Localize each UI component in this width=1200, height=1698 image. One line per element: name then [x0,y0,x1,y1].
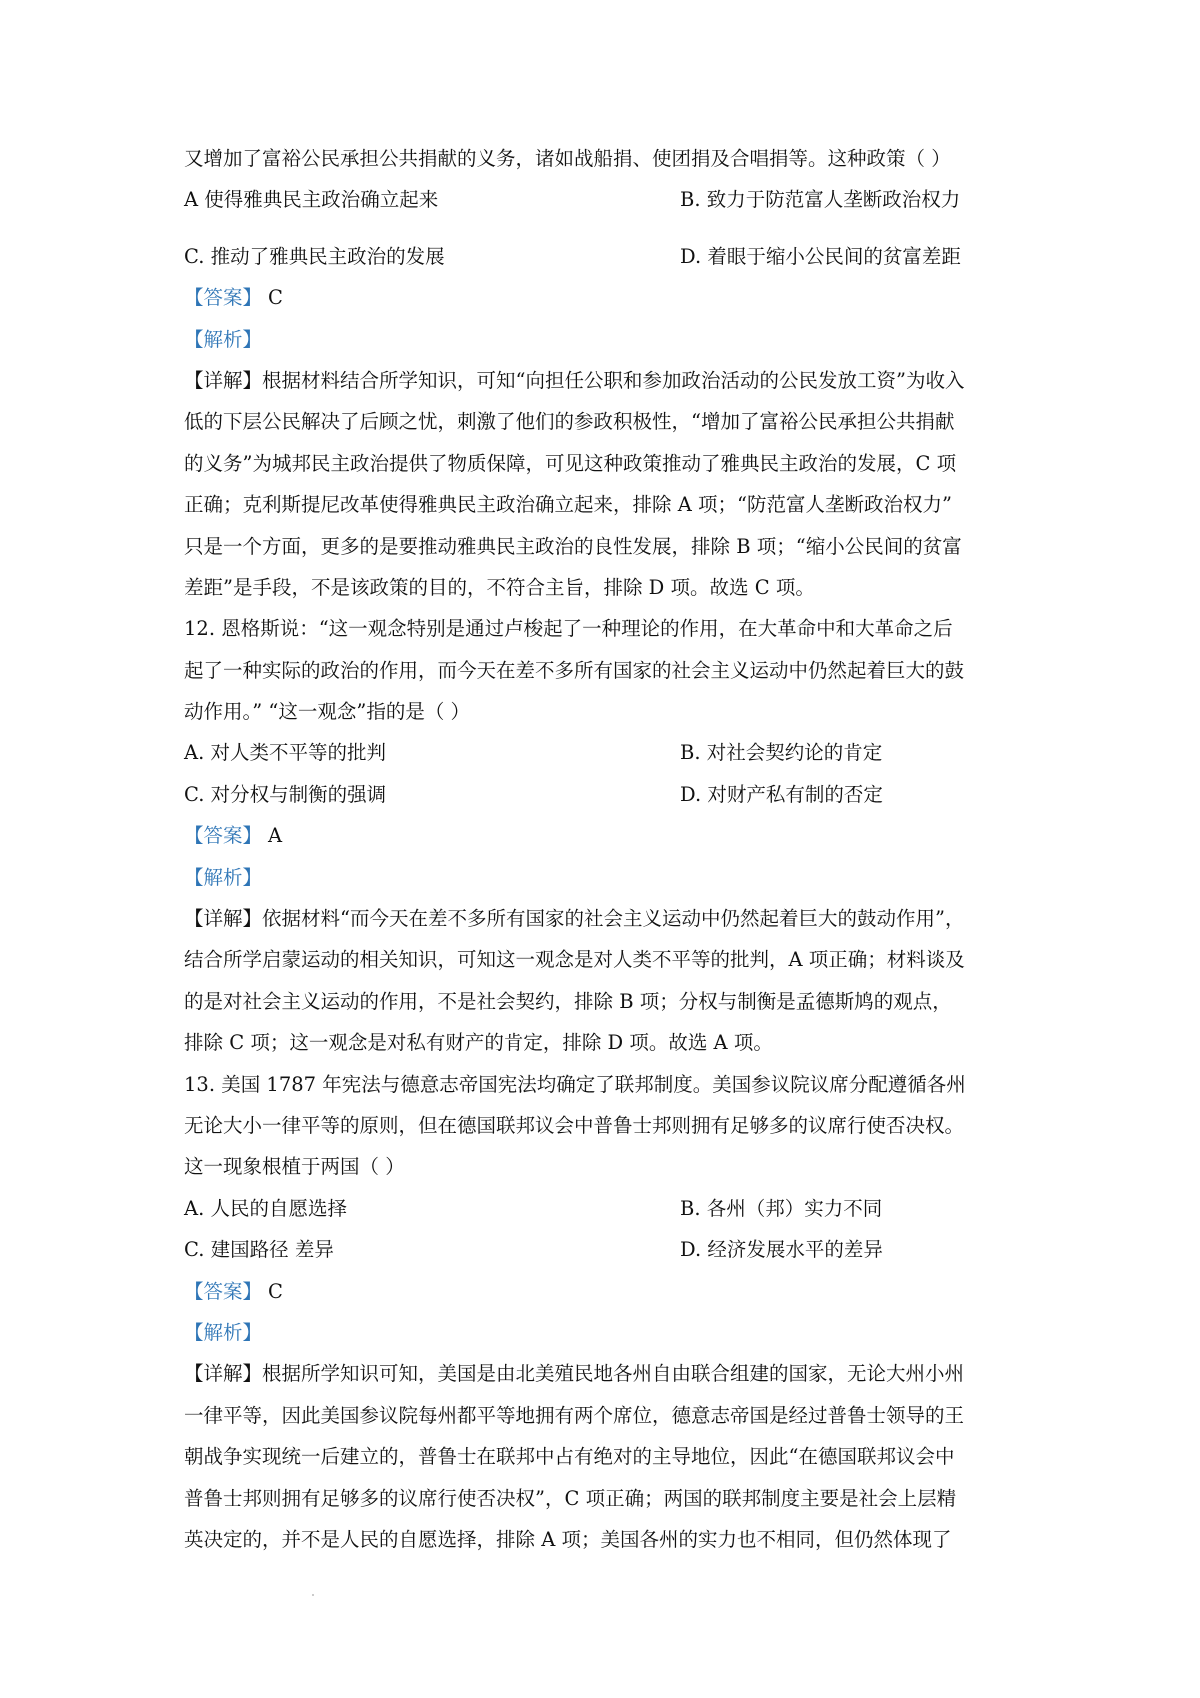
q11-detail-line-4: 正确；克利斯提尼改革使得雅典民主政治确立起来，排除 A 项；“防范富人垄断政治权力” [184,493,952,517]
q12-answer-value: A [268,824,283,848]
q12-stem-line-2: 起了一种实际的政治的作用，而今天在差不多所有国家的社会主义运动中仍然起着巨大的鼓 [184,658,965,682]
q11-stem-tail: 又增加了富裕公民承担公共捐献的义务，诸如战船捐、使团捐及合唱捐等。这种政策（ ） [184,147,951,170]
q11-option-b[interactable]: B. 致力于防范富人垄断政治权力 [680,188,961,212]
q11-analysis-tag: 【解析】 [184,327,263,351]
q11-detail-line-6: 差距”是手段，不是该政策的目的，不符合主旨，排除 D 项。故选 C 项。 [184,575,815,599]
q12-stem-line-1: 12. 恩格斯说：“这一观念特别是通过卢梭起了一种理论的作用，在大革命中和大革命之后 [184,617,953,641]
q11-detail-line-2: 低的下层公民解决了后顾之忧，刺激了他们的参政积极性，“增加了富裕公民承担公共捐献 [184,410,955,434]
q11-detail-text-1: 根据材料结合所学知识，可知“向担任公职和参加政治活动的公民发放工资”为收入 [262,368,965,392]
q11-answer-value: C [268,286,283,310]
q13-stem-line-1: 13. 美国 1787 年宪法与德意志帝国宪法均确定了联邦制度。美国参议院议席分配遵循各州 [184,1072,966,1096]
q12-option-c[interactable]: C. 对分权与制衡的强调 [184,782,387,806]
q13-detail-line-4: 普鲁士邦则拥有足够多的议席行使否决权”，C 项正确；两国的联邦制度主要是社会上层精 [184,1486,957,1510]
q13-option-c[interactable]: C. 建国路径 差异 [184,1238,334,1262]
q12-detail-tag: 【详解】 [184,907,263,931]
q11-option-d[interactable]: D. 着眼于缩小公民间的贫富差距 [680,244,961,268]
q13-answer-value: C [268,1279,283,1303]
q11-answer-tag: 【答案】 [184,286,263,310]
q12-stem-line-3: 动作用。” “这一观念”指的是（ ） [184,700,471,724]
q13-analysis-line [184,1312,1030,1353]
q12-options-row-1 [184,732,1030,773]
q11-options-row-2 [184,236,1030,277]
stray-dot [312,1594,314,1596]
q13-detail-line-2: 一律平等，因此美国参议院每州都平等地拥有两个席位，德意志帝国是经过普鲁士领导的王 [184,1403,965,1427]
q11-detail-tag: 【详解】 [184,368,263,392]
q13-options-row-2 [184,1229,1030,1270]
q12-detail-line-2: 结合所学启蒙运动的相关知识，可知这一观念是对人类不平等的批判，A 项正确；材料谈及 [184,948,965,972]
q13-stem-line-3: 这一现象根植于两国（ ） [184,1155,405,1179]
q13-detail-line-3: 朝战争实现统一后建立的，普鲁士在联邦中占有绝对的主导地位，因此“在德国联邦议会中 [184,1445,955,1469]
q13-option-b[interactable]: B. 各州（邦）实力不同 [680,1196,883,1220]
q12-option-a[interactable]: A. 对人类不平等的批判 [184,741,386,765]
q11-option-a[interactable]: A 使得雅典民主政治确立起来 [184,188,439,212]
q11-detail-line-5: 只是一个方面，更多的是要推动雅典民主政治的良性发展，排除 B 项；“缩小公民间的贫富 [184,534,962,558]
q13-answer-tag: 【答案】 [184,1279,263,1303]
q13-option-d[interactable]: D. 经济发展水平的差异 [680,1238,883,1262]
q13-answer-line [184,1271,1030,1312]
q11-option-c[interactable]: C. 推动了雅典民主政治的发展 [184,244,445,268]
q13-detail-tag: 【详解】 [184,1362,263,1386]
q11-analysis-line [184,319,1030,360]
q12-answer-line [184,815,1030,856]
q13-stem-line-2: 无论大小一律平等的原则，但在德国联邦议会中普鲁士邦则拥有足够多的议席行使否决权。 [184,1113,965,1137]
q12-options-row-2 [184,774,1030,815]
q11-detail-line-1 [184,360,1030,401]
q12-option-d[interactable]: D. 对财产私有制的否定 [680,782,883,806]
q11-detail-line-3: 的义务”为城邦民主政治提供了物质保障，可见这种政策推动了雅典民主政治的发展，C 项 [184,451,957,475]
q12-analysis-line [184,857,1030,898]
q13-detail-text-1: 根据所学知识可知，美国是由北美殖民地各州自由联合组建的国家，无论大州小州 [262,1362,965,1386]
q13-detail-line-1 [184,1353,1030,1394]
q12-detail-line-3: 的是对社会主义运动的作用，不是社会契约，排除 B 项；分权与制衡是孟德斯鸠的观点， [184,989,952,1013]
q11-options-row-1 [184,179,1030,220]
q12-detail-line-1 [184,898,1030,939]
q12-detail-line-4: 排除 C 项；这一观念是对私有财产的肯定，排除 D 项。故选 A 项。 [184,1031,773,1055]
q12-answer-tag: 【答案】 [184,824,263,848]
q12-option-b[interactable]: B. 对社会契约论的肯定 [680,741,883,765]
q12-detail-text-1: 依据材料“而今天在差不多所有国家的社会主义运动中仍然起着巨大的鼓动作用”， [262,907,965,931]
q13-option-a[interactable]: A. 人民的自愿选择 [184,1196,347,1220]
document-content [184,138,1030,1560]
q13-analysis-tag: 【解析】 [184,1320,263,1344]
q12-analysis-tag: 【解析】 [184,865,263,889]
q11-answer-line [184,277,1030,318]
q13-options-row-1 [184,1188,1030,1229]
q13-detail-line-5: 英决定的，并不是人民的自愿选择，排除 A 项；美国各州的实力也不相同，但仍然体现了 [184,1527,952,1551]
